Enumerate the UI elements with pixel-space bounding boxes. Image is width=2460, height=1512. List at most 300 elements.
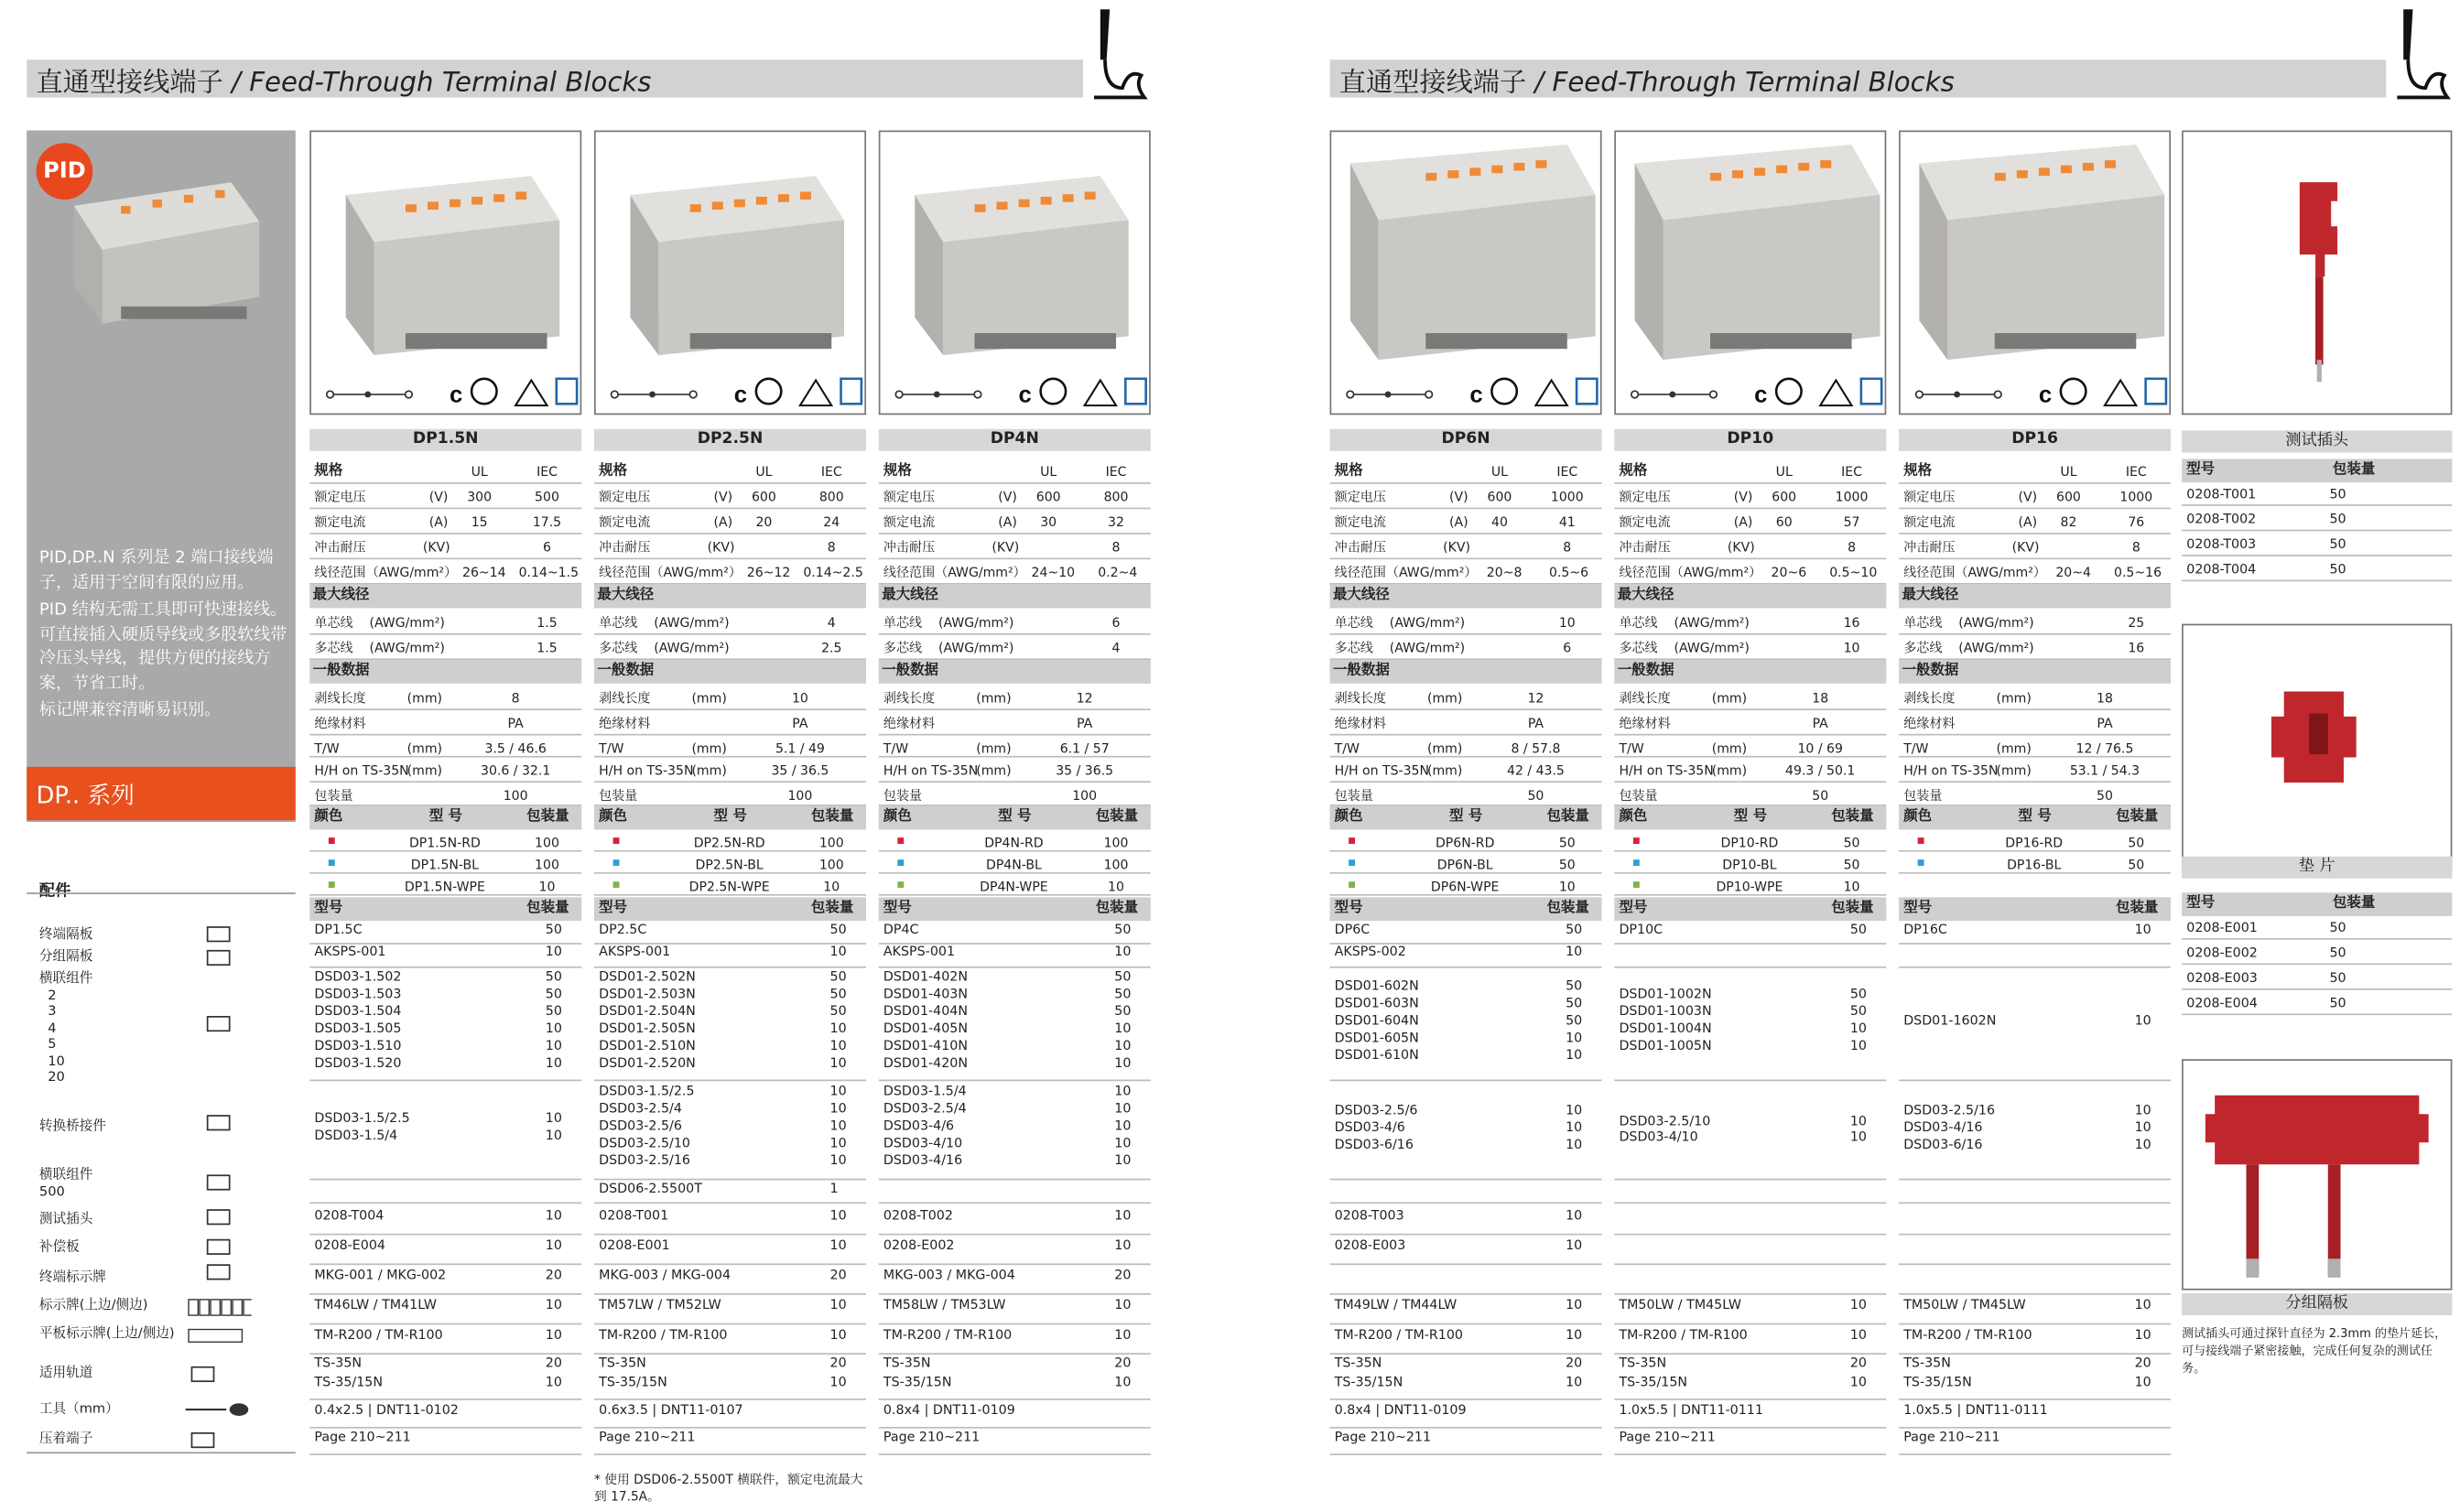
acc-rule	[1614, 1293, 1886, 1295]
accessory-model: DSD01-2.504N	[599, 1002, 696, 1019]
stranded-label: 多芯线	[1903, 639, 1943, 655]
accessory-pack: 10	[2134, 1373, 2151, 1389]
ul-label: UL	[1490, 463, 1509, 480]
unit: (V)	[1449, 488, 1468, 505]
variant-model: DP6N-RD	[1435, 834, 1495, 850]
value: 100	[503, 787, 528, 804]
variant-model: DP16-BL	[2007, 856, 2062, 872]
impulse-value: 8	[827, 538, 836, 556]
test-plug-image-card	[2182, 131, 2452, 416]
ul-label: UL	[471, 463, 488, 480]
spacer-model: 0208-E001	[2186, 919, 2258, 935]
solid-label: 单芯线	[1903, 614, 1943, 631]
acc-rule	[1899, 1202, 2171, 1204]
test_plug-pack: 50	[2329, 511, 2346, 527]
ul-value: 600	[751, 488, 776, 505]
iec-value: 1000	[1835, 488, 1869, 505]
acc-rule	[1330, 1453, 1602, 1455]
spec-header-row	[1614, 459, 1886, 483]
test_plug-model: 0208-T002	[2186, 511, 2257, 527]
accessories-divider	[27, 892, 296, 894]
accessory-model: 0208-T004	[314, 1206, 385, 1223]
spec-label: 规格	[1334, 463, 1363, 480]
hh-label: H/H on TS-35N	[883, 761, 979, 778]
accessory-pack: 10	[1114, 1054, 1132, 1071]
strip-length-row	[309, 686, 581, 710]
accessory-pack: 10	[1849, 1326, 1867, 1343]
accessory-model: 0208-E004	[314, 1237, 385, 1253]
accessory-model: TS-35/15N	[883, 1373, 952, 1389]
wire-range-label: 线径范围（AWG/mm²）	[1334, 564, 1478, 580]
wire-range-row	[1899, 559, 2171, 584]
brand-logo-right	[2390, 6, 2454, 101]
desc-line-1: PID,DP..N 系列是 2 端口接线端子，适用于空间有限的应用。	[38, 548, 274, 592]
value: 12	[1076, 689, 1093, 706]
value: 25	[2128, 614, 2145, 631]
wire-range-label: 线径范围（AWG/mm²）	[1903, 564, 2046, 580]
accessory-model: DSD01-602N	[1334, 977, 1419, 994]
accessory-model: DSD01-610N	[1334, 1046, 1419, 1063]
general-data-section: 一般数据	[1330, 660, 1602, 684]
strip-label: 剥线长度	[1619, 689, 1671, 706]
accessory-model: DSD01-604N	[1334, 1011, 1419, 1028]
accessory-pack: 10	[1566, 1296, 1583, 1312]
accessory-pack: 10	[1566, 1046, 1583, 1063]
value: 10 / 69	[1797, 740, 1843, 756]
accessory-model-header	[594, 897, 866, 921]
accessory-pack: 50	[1114, 1002, 1132, 1019]
accessory-pack: 10	[1566, 1237, 1583, 1253]
pack-col: 包装量	[810, 900, 854, 916]
accessory-pack: 10	[545, 1020, 562, 1036]
variant-model: DP4N-WPE	[980, 878, 1048, 894]
spacer-pack: 50	[2329, 994, 2346, 1010]
model-col: 型号	[1619, 900, 1648, 916]
accessory-model: TM50LW / TM45LW	[1619, 1296, 1741, 1312]
footnote: * 使用 DSD06-2.5500T 横联件，额定电流最大到 17.5A。	[594, 1472, 863, 1505]
accessory-pack: 10	[2134, 1101, 2151, 1118]
ul-value: 40	[1490, 513, 1508, 530]
acc-rule	[1614, 1263, 1886, 1265]
accessory-model-header	[1614, 897, 1886, 921]
accessory-pack: 10	[1114, 1151, 1132, 1168]
accessory-model: Page 210~211	[1334, 1428, 1432, 1444]
accessory-pack: 20	[545, 1354, 562, 1371]
value: 100	[1072, 787, 1098, 804]
page-title-en-right: / Feed-Through Terminal Blocks	[1534, 66, 1955, 99]
pack-col: 包装量	[2115, 900, 2159, 916]
accessory-pack: 10	[829, 1037, 847, 1053]
accessory-model: TS-35N	[883, 1354, 931, 1371]
iec-label: IEC	[1556, 463, 1578, 480]
acc-rule	[1330, 1323, 1602, 1325]
strip-length-row	[594, 686, 866, 710]
svg-text:c: c	[2038, 382, 2053, 408]
accessory-pack: 20	[829, 1354, 847, 1371]
hh-label: H/H on TS-35N	[1334, 761, 1429, 778]
iec-value: 76	[2128, 513, 2145, 530]
acc-rule	[1899, 943, 2171, 945]
acc-rule	[309, 1399, 581, 1400]
rated-current-label: 额定电流	[314, 513, 366, 530]
model-col: 型 号	[713, 809, 747, 826]
accessory-pack: 10	[1566, 943, 1583, 959]
stranded-label: 多芯线	[314, 639, 353, 655]
acc-rule	[594, 1263, 866, 1265]
unit: (V)	[1733, 488, 1753, 505]
impulse-voltage-row	[309, 535, 581, 559]
row-rule	[879, 894, 1151, 896]
accessory-label-2: 分组隔板	[38, 949, 93, 966]
variant-pack: 10	[538, 878, 556, 894]
accessory-pack: 10	[829, 1206, 847, 1223]
strip-label: 剥线长度	[314, 689, 366, 706]
hh-row	[309, 758, 581, 783]
stranded-wire-row	[1330, 635, 1602, 660]
accessory-model: DSD01-1004N	[1619, 1020, 1712, 1036]
accessory-label-10: 平板标示牌(上边/侧边)	[38, 1326, 175, 1343]
accessory-pack: 50	[545, 985, 562, 1001]
ul-value: 300	[467, 488, 493, 505]
iec-value: 32	[1108, 513, 1124, 530]
acc-rule	[1614, 1202, 1886, 1204]
variant-pack: 100	[1103, 834, 1129, 850]
acc-rule	[594, 1293, 866, 1295]
ul-label: UL	[2060, 463, 2077, 480]
hh-label: H/H on TS-35N	[1619, 761, 1714, 778]
spec-header-row	[1330, 459, 1602, 483]
acc-rule	[1330, 1293, 1602, 1295]
accessory-pack: 10	[545, 1296, 562, 1312]
pack-col: 包装量	[2332, 461, 2376, 478]
accessory-model: DSD01-402N	[883, 967, 969, 984]
product-name: DP6N	[1330, 429, 1602, 451]
pack-label: 包装量	[1334, 787, 1373, 804]
brand-logo-left	[1088, 6, 1151, 101]
accessory-model: DSD03-2.5/16	[599, 1151, 691, 1168]
variant-pack: 50	[1843, 856, 1860, 872]
test_plug-rule	[2182, 555, 2452, 556]
ul-label: UL	[1040, 463, 1057, 480]
accessory-pack: 10	[1114, 943, 1132, 959]
accessory-pack: 10	[829, 943, 847, 959]
strip-label: 剥线长度	[599, 689, 651, 706]
product-image-card	[1330, 131, 1602, 416]
insulation-label: 绝缘材料	[1619, 715, 1671, 731]
test_plug-pack: 50	[2329, 485, 2346, 502]
strip-length-row	[879, 686, 1151, 710]
accessory-model: DSD03-2.5/16	[1903, 1101, 1996, 1118]
rated-current-label: 额定电流	[1619, 513, 1671, 530]
spacer-rule	[2182, 988, 2452, 990]
rated-current-label: 额定电流	[1903, 513, 1956, 530]
accessory-label-8: 终端标示牌	[38, 1269, 106, 1286]
general-data-section: 一般数据	[1899, 660, 2171, 684]
accessory-model: TM50LW / TM45LW	[1903, 1296, 2026, 1312]
rated-voltage-row	[309, 484, 581, 509]
value: 6	[1563, 639, 1572, 655]
accessory-model: Page 210~211	[1619, 1428, 1716, 1444]
accessory-model-header	[1899, 897, 2171, 921]
page-title-cn-right: 直通型接线端子	[1338, 66, 1527, 99]
unit: (AWG/mm²)	[938, 614, 1014, 631]
variant-pack: 50	[1558, 856, 1576, 872]
accessory-pack: 10	[545, 1054, 562, 1071]
accessory-model: 0.6x3.5 | DNT11-0107	[599, 1401, 743, 1418]
rated-current-row	[1614, 509, 1886, 534]
variant-pack: 50	[1558, 834, 1576, 850]
variant-pack: 100	[535, 856, 559, 872]
accessory-label-3: 横联组件 2 3 4 5 10 20	[38, 971, 93, 1086]
tw-label: T/W	[1903, 740, 1929, 756]
unit: (mm)	[1426, 740, 1463, 756]
page-title-bar-right	[1330, 59, 2387, 97]
ul-value: 20~6	[1771, 564, 1807, 580]
value: 8 / 57.8	[1511, 740, 1561, 756]
accessory-model: TS-35N	[1619, 1354, 1667, 1371]
accessory-label-12: 工具（mm）	[38, 1401, 119, 1418]
stranded-wire-row	[309, 635, 581, 660]
accessory-pack: 50	[545, 967, 562, 984]
acc-rule	[1614, 1080, 1886, 1082]
accessory-pack: 20	[1849, 1354, 1867, 1371]
accessory-pack: 10	[1849, 1373, 1867, 1389]
series-label: DP.. 系列	[27, 767, 296, 820]
accessory-pack: 10	[829, 1054, 847, 1071]
value: 1.5	[536, 614, 558, 631]
product-name: DP1.5N	[309, 429, 581, 451]
accessory-model: TM-R200 / TM-R100	[599, 1326, 728, 1343]
color-col: 颜色	[599, 809, 628, 826]
accessory-pack: 10	[1566, 1101, 1583, 1118]
acc-rule	[1614, 1399, 1886, 1400]
hh-row	[1899, 758, 2171, 783]
wire-range-row	[1614, 559, 1886, 584]
spacer-image-card	[2182, 624, 2452, 872]
stranded-label: 多芯线	[883, 639, 923, 655]
insulation-row	[594, 710, 866, 735]
accessory-pack: 20	[545, 1266, 562, 1283]
unit: (mm)	[406, 761, 443, 778]
variant-pack: 10	[823, 878, 840, 894]
rated-current-row	[594, 509, 866, 534]
accessory-model: DSD03-4/6	[883, 1117, 955, 1133]
impulse-voltage-label: 冲击耐压	[314, 538, 366, 556]
ul-value: 24~10	[1031, 564, 1076, 580]
pid-badge: PID	[36, 143, 92, 200]
accessory-label-11: 适用轨道	[38, 1366, 93, 1382]
unit: (A)	[428, 513, 449, 530]
end-marker-symbol	[201, 1262, 267, 1284]
accessory-pack: 10	[829, 1099, 847, 1117]
variant-model: DP4N-RD	[984, 834, 1044, 850]
solid-wire-row	[1899, 610, 2171, 634]
pack-label: 包装量	[599, 787, 638, 804]
test_plug-model: 0208-T001	[2186, 485, 2257, 502]
unit: (AWG/mm²)	[1674, 614, 1750, 631]
accessory-pack: 10	[829, 1237, 847, 1253]
variant-model: DP2.5N-WPE	[688, 878, 770, 894]
svg-text:c: c	[1754, 382, 1768, 408]
insulation-row	[1330, 710, 1602, 735]
accessory-model: DSD01-410N	[883, 1037, 969, 1053]
spacer-image	[2184, 625, 2454, 873]
acc-rule	[1614, 1453, 1886, 1455]
model-col: 型号	[1334, 900, 1363, 916]
acc-rule	[879, 1453, 1151, 1455]
stranded-label: 多芯线	[1619, 639, 1658, 655]
accessory-pack: 50	[1849, 921, 1867, 937]
solid-wire-row	[309, 610, 581, 634]
stranded-label: 多芯线	[599, 639, 638, 655]
unit: (AWG/mm²)	[938, 639, 1014, 655]
accessory-model: DSD03-1.510	[314, 1037, 402, 1053]
variant-model: DP6N-WPE	[1430, 878, 1500, 894]
accessory-label-1: 终端隔板	[38, 926, 93, 944]
spec-label: 规格	[1619, 463, 1648, 480]
unit: (A)	[2018, 513, 2038, 530]
accessory-pack: 50	[1566, 977, 1583, 994]
unit: (V)	[2018, 488, 2038, 505]
acc-rule	[594, 1202, 866, 1204]
rated-voltage-label: 额定电压	[1619, 488, 1671, 505]
product-image-card	[309, 131, 581, 416]
unit: (AWG/mm²)	[369, 614, 445, 631]
value: 6.1 / 57	[1059, 740, 1110, 756]
impulse-voltage-label: 冲击耐压	[1903, 538, 1956, 556]
acc-rule	[1899, 1234, 2171, 1236]
acc-rule	[1899, 1453, 2171, 1455]
insulation-label: 绝缘材料	[1903, 715, 1956, 731]
iec-value: 24	[823, 513, 840, 530]
impulse-voltage-label: 冲击耐压	[1619, 538, 1671, 556]
accessory-pack: 10	[1566, 1029, 1583, 1045]
accessory-model: DSD03-2.5/10	[1619, 1112, 1711, 1129]
hh-label: H/H on TS-35N	[314, 761, 409, 778]
acc-rule	[594, 1080, 866, 1082]
accessory-model-header	[309, 897, 581, 921]
accessory-model: Page 210~211	[883, 1428, 981, 1444]
max-wire-section: 最大线径	[879, 585, 1151, 609]
accessory-pack: 10	[1114, 1117, 1132, 1133]
test_plug-model: 0208-T003	[2186, 535, 2257, 552]
variant-pack: 50	[2128, 856, 2145, 872]
variant-model: DP2.5N-BL	[695, 856, 764, 872]
iec-value: 0.5~16	[2114, 564, 2162, 580]
unit: (mm)	[1426, 689, 1463, 706]
rated-voltage-label: 额定电压	[599, 488, 651, 505]
unit: (AWG/mm²)	[369, 639, 445, 655]
model-col: 型 号	[1733, 809, 1768, 826]
tw-label: T/W	[883, 740, 909, 756]
accessory-pack: 10	[829, 1020, 847, 1036]
pack-col: 包装量	[526, 900, 569, 916]
insulation-row	[309, 710, 581, 735]
general-data-section: 一般数据	[1614, 660, 1886, 684]
pack-label: 包装量	[314, 787, 353, 804]
rated-voltage-label: 额定电压	[1334, 488, 1386, 505]
variant-pack: 10	[1108, 878, 1124, 894]
rated-current-label: 额定电流	[1334, 513, 1386, 530]
unit: (KV)	[992, 538, 1020, 556]
value: 49.3 / 50.1	[1785, 761, 1856, 778]
ul-value: 600	[2056, 488, 2081, 505]
iec-value: 500	[535, 488, 559, 505]
model-col: 型号	[599, 900, 628, 916]
accessory-model: DSD01-2.503N	[599, 985, 696, 1001]
impulse-voltage-row	[1899, 535, 2171, 559]
ul-value: 20~4	[2055, 564, 2091, 580]
value: PA	[1812, 715, 1828, 731]
accessory-pack: 10	[829, 1373, 847, 1389]
accessory-model: TM-R200 / TM-R100	[1334, 1326, 1463, 1343]
impulse-voltage-label: 冲击耐压	[883, 538, 936, 556]
acc-rule	[1330, 1263, 1602, 1265]
spec-header-row	[309, 459, 581, 483]
value: 10	[791, 689, 808, 706]
test-plug-symbol	[201, 1207, 267, 1229]
iec-value: 17.5	[532, 513, 562, 530]
strip-length-row	[1614, 686, 1886, 710]
page-title-en: / Feed-Through Terminal Blocks	[232, 66, 652, 99]
accessory-model: 1.0x5.5 | DNT11-0111	[1619, 1401, 1763, 1418]
variant-header	[309, 806, 581, 830]
impulse-value: 8	[1111, 538, 1121, 556]
unit: (mm)	[1996, 689, 2032, 706]
accessory-model: 0.4x2.5 | DNT11-0102	[314, 1401, 459, 1418]
value: 50	[2097, 787, 2113, 804]
unit: (mm)	[1996, 740, 2032, 756]
accessory-pack: 10	[2134, 921, 2151, 937]
accessory-model: DSD01-603N	[1334, 994, 1419, 1010]
spacer-title: 垫 片	[2182, 857, 2452, 879]
marker-strip-symbol	[186, 1296, 252, 1318]
hh-row	[594, 758, 866, 783]
solid-label: 单芯线	[314, 614, 353, 631]
pack-col: 包装量	[526, 809, 569, 826]
accessory-model: DSD03-2.5/10	[599, 1134, 691, 1150]
unit: (AWG/mm²)	[1389, 614, 1466, 631]
accessory-pack: 10	[1849, 1020, 1867, 1036]
pid-product-image	[59, 175, 271, 332]
impulse-voltage-label: 冲击耐压	[1334, 538, 1386, 556]
product-image-card	[1899, 131, 2171, 416]
impulse-voltage-row	[594, 535, 866, 559]
value: 53.1 / 54.3	[2069, 761, 2140, 778]
value: 18	[1812, 689, 1829, 706]
iec-label: IEC	[1841, 463, 1862, 480]
solid-label: 单芯线	[599, 614, 638, 631]
impulse-voltage-label: 冲击耐压	[599, 538, 651, 556]
accessory-pack: 10	[2134, 1011, 2151, 1028]
value: 8	[511, 689, 520, 706]
variant-header	[1614, 806, 1886, 830]
spec-header-row	[594, 459, 866, 483]
value: 4	[827, 614, 836, 631]
accessory-model: TM58LW / TM53LW	[883, 1296, 1006, 1312]
accessory-pack: 10	[1114, 1296, 1132, 1312]
accessory-pack: 10	[2134, 1296, 2151, 1312]
variant-header	[1330, 806, 1602, 830]
ul-label: UL	[755, 463, 773, 480]
acc-rule	[879, 1234, 1151, 1236]
accessory-model: DSD03-2.5/6	[1334, 1101, 1418, 1118]
solid-wire-row	[1330, 610, 1602, 634]
impulse-voltage-row	[1614, 535, 1886, 559]
group-plate-image-card	[2182, 1059, 2452, 1290]
max-wire-section: 最大线径	[594, 585, 866, 609]
accessory-model: MKG-003 / MKG-004	[883, 1266, 1015, 1283]
